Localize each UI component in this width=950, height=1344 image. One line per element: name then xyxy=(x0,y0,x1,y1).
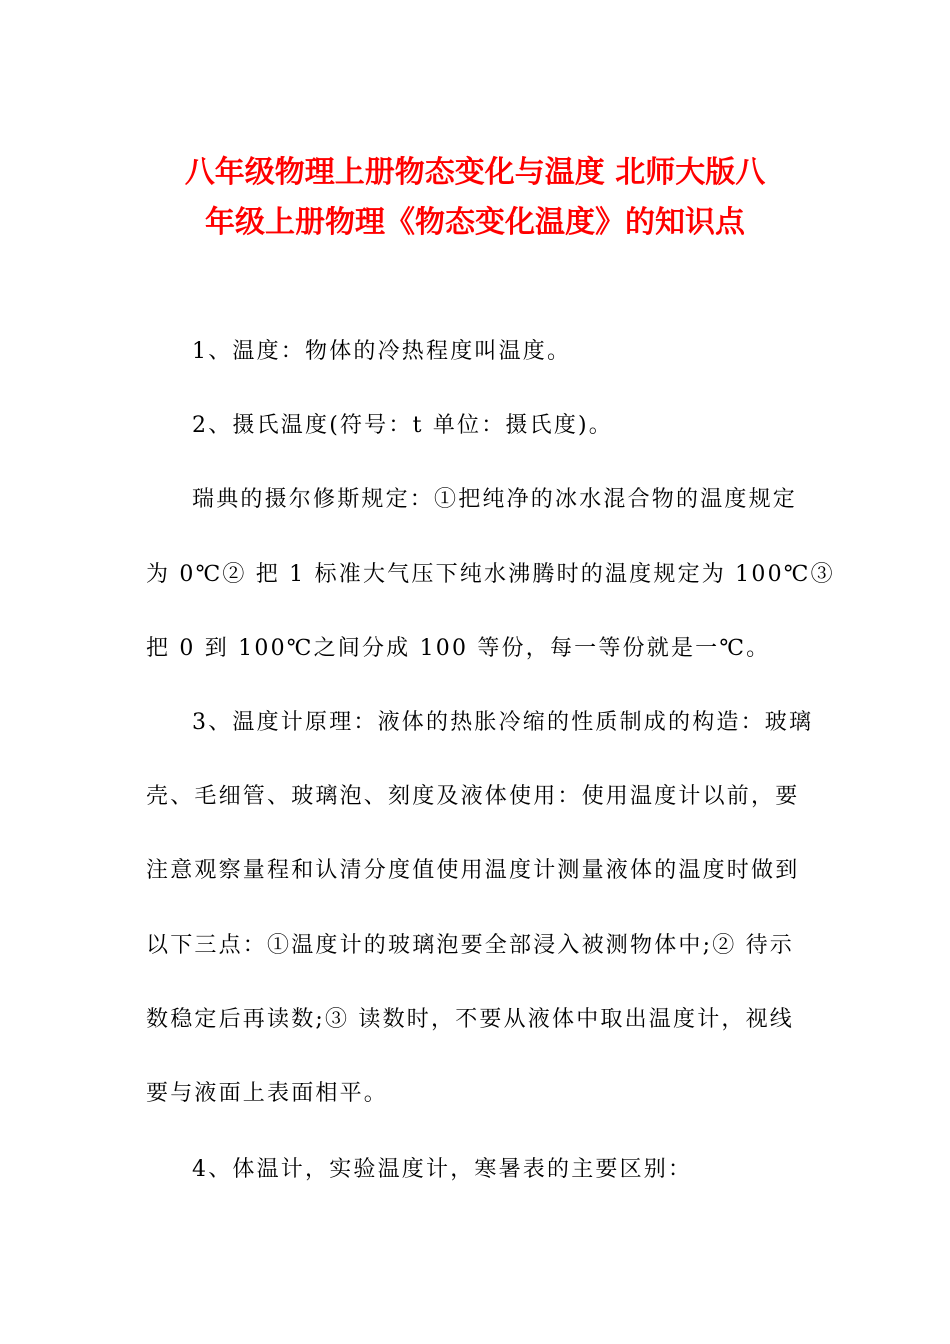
document-title xyxy=(120,148,830,248)
paragraph-line: 瑞典的摄尔修斯规定：①把纯净的冰水混合物的温度规定 xyxy=(192,487,798,512)
paragraph-line: 以下三点：①温度计的玻璃泡要全部浸入被测物体中;② 待示 xyxy=(146,933,795,958)
paragraph-line: 注意观察量程和认清分度值使用温度计测量液体的温度时做到 xyxy=(146,858,800,883)
title-line-1: 八年级物理上册物态变化与温度 北师大版八 xyxy=(184,155,766,190)
paragraph-line: 把 0 到 100℃之间分成 100 等份，每一等份就是一℃。 xyxy=(146,636,771,661)
paragraph-line: 壳、毛细管、玻璃泡、刻度及液体使用：使用温度计以前，要 xyxy=(146,784,800,809)
point-1-temperature: 1、温度：物体的冷热程度叫温度。 xyxy=(192,339,572,364)
point-3-thermometer: 3、温度计原理：液体的热胀冷缩的性质制成的构造：玻璃 xyxy=(192,710,814,735)
point-4-differences: 4、体温计，实验温度计，寒暑表的主要区别： xyxy=(192,1157,693,1182)
paragraph-line: 为 0℃② 把 1 标准大气压下纯水沸腾时的温度规定为 100℃③ xyxy=(146,562,835,587)
point-2-celsius: 2、摄氏温度(符号：t 单位：摄氏度)。 xyxy=(192,413,613,438)
title-line-2: 年级上册物理《物态变化温度》的知识点 xyxy=(205,205,745,240)
paragraph-line: 要与液面上表面相平。 xyxy=(146,1081,389,1106)
paragraph-line: 数稳定后再读数;③ 读数时，不要从液体中取出温度计，视线 xyxy=(146,1007,795,1032)
